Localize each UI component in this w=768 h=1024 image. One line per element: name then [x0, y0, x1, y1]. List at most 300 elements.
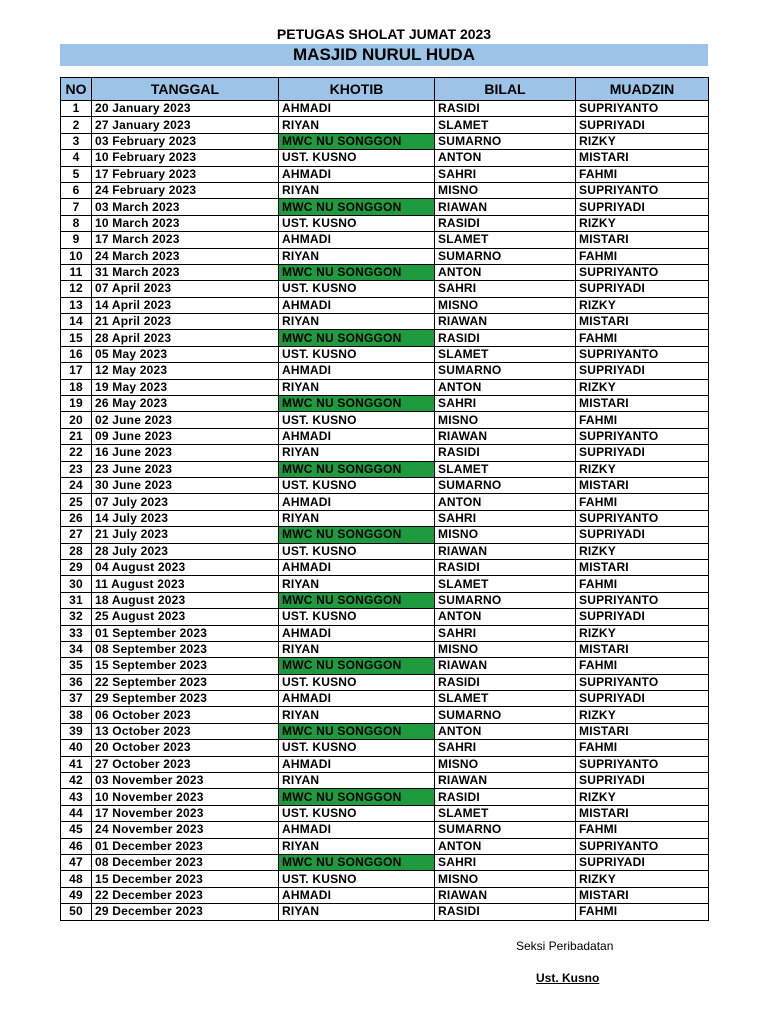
cell-bilal: ANTON [435, 264, 576, 280]
footer-department: Seksi Peribadatan [516, 939, 614, 953]
cell-muadzin: SUPRIYANTO [576, 182, 709, 198]
footer-signature: Ust. Kusno [536, 971, 600, 985]
cell-muadzin: SUPRIYANTO [576, 428, 709, 444]
cell-no: 27 [61, 527, 92, 543]
table-row [61, 887, 709, 903]
cell-muadzin: SUPRIYANTO [576, 510, 709, 526]
cell-bilal: RIAWAN [435, 773, 576, 789]
cell-khotib: UST. KUSNO [279, 215, 435, 231]
cell-tanggal: 24 February 2023 [92, 182, 279, 198]
cell-tanggal: 16 June 2023 [92, 445, 279, 461]
cell-bilal: RASIDI [435, 101, 576, 117]
cell-khotib: RIYAN [279, 117, 435, 133]
cell-no: 7 [61, 199, 92, 215]
table-row [61, 150, 709, 166]
cell-muadzin: SUPRIYADI [576, 773, 709, 789]
cell-tanggal: 01 September 2023 [92, 625, 279, 641]
table-row [61, 904, 709, 920]
cell-muadzin: FAHMI [576, 904, 709, 920]
cell-muadzin: FAHMI [576, 248, 709, 264]
table-row [61, 756, 709, 772]
cell-khotib: AHMADI [279, 887, 435, 903]
cell-bilal: ANTON [435, 150, 576, 166]
table-row [61, 330, 709, 346]
table-row [61, 822, 709, 838]
cell-khotib: RIYAN [279, 576, 435, 592]
cell-khotib: UST. KUSNO [279, 871, 435, 887]
table-row [61, 117, 709, 133]
cell-bilal: SLAMET [435, 461, 576, 477]
cell-muadzin: SUPRIYANTO [576, 346, 709, 362]
cell-bilal: SUMARNO [435, 477, 576, 493]
table-row [61, 527, 709, 543]
table-row [61, 854, 709, 870]
cell-khotib: RIYAN [279, 314, 435, 330]
cell-tanggal: 17 March 2023 [92, 232, 279, 248]
cell-bilal: RIAWAN [435, 543, 576, 559]
cell-tanggal: 11 August 2023 [92, 576, 279, 592]
cell-no: 9 [61, 232, 92, 248]
cell-tanggal: 01 December 2023 [92, 838, 279, 854]
cell-muadzin: FAHMI [576, 576, 709, 592]
cell-muadzin: SUPRIYANTO [576, 101, 709, 117]
cell-bilal: SAHRI [435, 854, 576, 870]
cell-muadzin: FAHMI [576, 412, 709, 428]
cell-khotib: RIYAN [279, 641, 435, 657]
cell-bilal: RASIDI [435, 330, 576, 346]
cell-muadzin: RIZKY [576, 133, 709, 149]
cell-khotib: AHMADI [279, 756, 435, 772]
cell-no: 22 [61, 445, 92, 461]
cell-khotib: UST. KUSNO [279, 281, 435, 297]
cell-bilal: ANTON [435, 838, 576, 854]
cell-khotib: MWC NU SONGGON [279, 854, 435, 870]
cell-khotib: RIYAN [279, 248, 435, 264]
cell-tanggal: 18 August 2023 [92, 592, 279, 608]
cell-bilal: ANTON [435, 379, 576, 395]
cell-muadzin: RIZKY [576, 461, 709, 477]
cell-khotib: RIYAN [279, 707, 435, 723]
cell-muadzin: SUPRIYADI [576, 117, 709, 133]
cell-khotib: UST. KUSNO [279, 346, 435, 362]
cell-tanggal: 22 September 2023 [92, 674, 279, 690]
cell-bilal: SAHRI [435, 625, 576, 641]
cell-no: 44 [61, 805, 92, 821]
cell-bilal: RASIDI [435, 559, 576, 575]
table-row [61, 691, 709, 707]
cell-muadzin: SUPRIYANTO [576, 592, 709, 608]
cell-bilal: ANTON [435, 723, 576, 739]
cell-tanggal: 08 September 2023 [92, 641, 279, 657]
cell-bilal: SAHRI [435, 740, 576, 756]
cell-muadzin: SUPRIYANTO [576, 838, 709, 854]
table-row [61, 346, 709, 362]
header-khotib: KHOTIB [279, 78, 435, 101]
header-no: NO [61, 78, 92, 101]
cell-khotib: RIYAN [279, 773, 435, 789]
table-row [61, 477, 709, 493]
cell-tanggal: 12 May 2023 [92, 363, 279, 379]
cell-bilal: MISNO [435, 182, 576, 198]
cell-no: 13 [61, 297, 92, 313]
cell-no: 12 [61, 281, 92, 297]
cell-tanggal: 04 August 2023 [92, 559, 279, 575]
cell-khotib: AHMADI [279, 428, 435, 444]
cell-no: 21 [61, 428, 92, 444]
cell-tanggal: 20 October 2023 [92, 740, 279, 756]
cell-tanggal: 13 October 2023 [92, 723, 279, 739]
cell-tanggal: 07 July 2023 [92, 494, 279, 510]
cell-bilal: MISNO [435, 641, 576, 657]
cell-tanggal: 24 November 2023 [92, 822, 279, 838]
cell-bilal: ANTON [435, 609, 576, 625]
cell-no: 19 [61, 396, 92, 412]
cell-muadzin: FAHMI [576, 166, 709, 182]
cell-muadzin: MISTARI [576, 559, 709, 575]
table-row [61, 445, 709, 461]
cell-no: 24 [61, 477, 92, 493]
cell-no: 10 [61, 248, 92, 264]
cell-muadzin: SUPRIYANTO [576, 264, 709, 280]
table-row [61, 658, 709, 674]
cell-no: 5 [61, 166, 92, 182]
cell-khotib: RIYAN [279, 838, 435, 854]
cell-no: 32 [61, 609, 92, 625]
cell-tanggal: 10 November 2023 [92, 789, 279, 805]
table-row [61, 576, 709, 592]
cell-bilal: MISNO [435, 412, 576, 428]
cell-no: 18 [61, 379, 92, 395]
cell-khotib: MWC NU SONGGON [279, 527, 435, 543]
cell-muadzin: SUPRIYADI [576, 363, 709, 379]
cell-bilal: RASIDI [435, 904, 576, 920]
cell-no: 45 [61, 822, 92, 838]
cell-khotib: AHMADI [279, 101, 435, 117]
cell-no: 1 [61, 101, 92, 117]
cell-bilal: SUMARNO [435, 363, 576, 379]
cell-tanggal: 03 February 2023 [92, 133, 279, 149]
cell-muadzin: SUPRIYADI [576, 609, 709, 625]
table-row [61, 314, 709, 330]
table-row [61, 133, 709, 149]
cell-no: 4 [61, 150, 92, 166]
cell-muadzin: SUPRIYANTO [576, 756, 709, 772]
cell-no: 40 [61, 740, 92, 756]
cell-tanggal: 29 September 2023 [92, 691, 279, 707]
cell-bilal: MISNO [435, 297, 576, 313]
cell-no: 28 [61, 543, 92, 559]
cell-muadzin: SUPRIYANTO [576, 674, 709, 690]
cell-bilal: RIAWAN [435, 887, 576, 903]
cell-khotib: AHMADI [279, 363, 435, 379]
table-row [61, 838, 709, 854]
cell-muadzin: RIZKY [576, 543, 709, 559]
table-row [61, 166, 709, 182]
table-row [61, 232, 709, 248]
cell-tanggal: 27 October 2023 [92, 756, 279, 772]
table-row [61, 674, 709, 690]
cell-bilal: RIAWAN [435, 428, 576, 444]
table-row [61, 543, 709, 559]
cell-tanggal: 21 July 2023 [92, 527, 279, 543]
table-row [61, 412, 709, 428]
table-row [61, 723, 709, 739]
cell-muadzin: MISTARI [576, 477, 709, 493]
cell-khotib: MWC NU SONGGON [279, 592, 435, 608]
cell-no: 15 [61, 330, 92, 346]
cell-bilal: MISNO [435, 756, 576, 772]
cell-tanggal: 03 November 2023 [92, 773, 279, 789]
cell-no: 26 [61, 510, 92, 526]
cell-bilal: SAHRI [435, 396, 576, 412]
cell-tanggal: 21 April 2023 [92, 314, 279, 330]
table-row [61, 592, 709, 608]
cell-bilal: RIAWAN [435, 314, 576, 330]
cell-no: 35 [61, 658, 92, 674]
cell-khotib: AHMADI [279, 691, 435, 707]
cell-bilal: ANTON [435, 494, 576, 510]
cell-tanggal: 29 December 2023 [92, 904, 279, 920]
cell-bilal: SLAMET [435, 117, 576, 133]
cell-khotib: UST. KUSNO [279, 674, 435, 690]
cell-bilal: SLAMET [435, 232, 576, 248]
cell-khotib: RIYAN [279, 182, 435, 198]
table-row [61, 101, 709, 117]
cell-muadzin: MISTARI [576, 150, 709, 166]
table-header [61, 78, 709, 101]
cell-bilal: SUMARNO [435, 707, 576, 723]
cell-bilal: SAHRI [435, 510, 576, 526]
cell-no: 2 [61, 117, 92, 133]
cell-bilal: SLAMET [435, 576, 576, 592]
header-bilal: BILAL [435, 78, 576, 101]
cell-khotib: MWC NU SONGGON [279, 330, 435, 346]
cell-muadzin: SUPRIYADI [576, 445, 709, 461]
cell-no: 8 [61, 215, 92, 231]
cell-khotib: RIYAN [279, 510, 435, 526]
cell-no: 20 [61, 412, 92, 428]
cell-bilal: SUMARNO [435, 592, 576, 608]
cell-bilal: RASIDI [435, 215, 576, 231]
table-row [61, 264, 709, 280]
cell-tanggal: 27 January 2023 [92, 117, 279, 133]
cell-tanggal: 14 July 2023 [92, 510, 279, 526]
table-row [61, 773, 709, 789]
cell-tanggal: 15 September 2023 [92, 658, 279, 674]
mosque-name: MASJID NURUL HUDA [60, 44, 708, 66]
cell-khotib: RIYAN [279, 379, 435, 395]
table-row [61, 461, 709, 477]
cell-khotib: UST. KUSNO [279, 412, 435, 428]
cell-khotib: UST. KUSNO [279, 150, 435, 166]
cell-khotib: AHMADI [279, 232, 435, 248]
cell-muadzin: MISTARI [576, 641, 709, 657]
cell-no: 48 [61, 871, 92, 887]
cell-muadzin: SUPRIYADI [576, 854, 709, 870]
cell-no: 31 [61, 592, 92, 608]
cell-bilal: SUMARNO [435, 248, 576, 264]
cell-no: 11 [61, 264, 92, 280]
cell-bilal: SUMARNO [435, 822, 576, 838]
cell-no: 38 [61, 707, 92, 723]
cell-muadzin: RIZKY [576, 871, 709, 887]
cell-muadzin: RIZKY [576, 215, 709, 231]
cell-tanggal: 05 May 2023 [92, 346, 279, 362]
cell-tanggal: 30 June 2023 [92, 477, 279, 493]
cell-khotib: UST. KUSNO [279, 609, 435, 625]
cell-tanggal: 02 June 2023 [92, 412, 279, 428]
cell-khotib: AHMADI [279, 166, 435, 182]
cell-muadzin: RIZKY [576, 789, 709, 805]
cell-tanggal: 03 March 2023 [92, 199, 279, 215]
table-row [61, 182, 709, 198]
table-row [61, 609, 709, 625]
table-row [61, 510, 709, 526]
table-row [61, 494, 709, 510]
cell-no: 49 [61, 887, 92, 903]
table-row [61, 428, 709, 444]
cell-bilal: SLAMET [435, 346, 576, 362]
cell-bilal: SAHRI [435, 281, 576, 297]
cell-no: 14 [61, 314, 92, 330]
cell-bilal: SLAMET [435, 691, 576, 707]
cell-tanggal: 10 February 2023 [92, 150, 279, 166]
cell-muadzin: RIZKY [576, 297, 709, 313]
cell-bilal: SAHRI [435, 166, 576, 182]
table-row [61, 789, 709, 805]
table-body [61, 101, 709, 921]
cell-no: 43 [61, 789, 92, 805]
header-muadzin: MUADZIN [576, 78, 709, 101]
header-row [61, 78, 709, 101]
cell-khotib: UST. KUSNO [279, 805, 435, 821]
cell-no: 41 [61, 756, 92, 772]
cell-muadzin: RIZKY [576, 379, 709, 395]
cell-khotib: AHMADI [279, 822, 435, 838]
cell-tanggal: 06 October 2023 [92, 707, 279, 723]
cell-bilal: RASIDI [435, 674, 576, 690]
cell-tanggal: 07 April 2023 [92, 281, 279, 297]
table-row [61, 281, 709, 297]
cell-no: 46 [61, 838, 92, 854]
table-row [61, 363, 709, 379]
cell-no: 23 [61, 461, 92, 477]
cell-khotib: MWC NU SONGGON [279, 133, 435, 149]
cell-tanggal: 28 April 2023 [92, 330, 279, 346]
cell-no: 33 [61, 625, 92, 641]
cell-no: 25 [61, 494, 92, 510]
table-row [61, 379, 709, 395]
cell-no: 30 [61, 576, 92, 592]
cell-muadzin: FAHMI [576, 658, 709, 674]
table-row [61, 559, 709, 575]
cell-no: 3 [61, 133, 92, 149]
cell-tanggal: 22 December 2023 [92, 887, 279, 903]
cell-tanggal: 08 December 2023 [92, 854, 279, 870]
table-row [61, 248, 709, 264]
cell-muadzin: MISTARI [576, 723, 709, 739]
cell-no: 16 [61, 346, 92, 362]
cell-tanggal: 10 March 2023 [92, 215, 279, 231]
cell-muadzin: RIZKY [576, 707, 709, 723]
cell-no: 39 [61, 723, 92, 739]
cell-tanggal: 20 January 2023 [92, 101, 279, 117]
table-row [61, 805, 709, 821]
cell-khotib: AHMADI [279, 559, 435, 575]
cell-khotib: MWC NU SONGGON [279, 199, 435, 215]
cell-no: 6 [61, 182, 92, 198]
cell-tanggal: 14 April 2023 [92, 297, 279, 313]
cell-bilal: RIAWAN [435, 658, 576, 674]
header-tanggal: TANGGAL [92, 78, 279, 101]
cell-muadzin: FAHMI [576, 330, 709, 346]
cell-khotib: MWC NU SONGGON [279, 789, 435, 805]
cell-bilal: MISNO [435, 871, 576, 887]
cell-tanggal: 24 March 2023 [92, 248, 279, 264]
cell-tanggal: 26 May 2023 [92, 396, 279, 412]
table-row [61, 641, 709, 657]
document-title: PETUGAS SHOLAT JUMAT 2023 [276, 26, 492, 42]
cell-no: 17 [61, 363, 92, 379]
cell-khotib: MWC NU SONGGON [279, 396, 435, 412]
cell-bilal: SLAMET [435, 805, 576, 821]
cell-muadzin: MISTARI [576, 396, 709, 412]
cell-khotib: RIYAN [279, 445, 435, 461]
cell-bilal: RIAWAN [435, 199, 576, 215]
cell-no: 42 [61, 773, 92, 789]
cell-no: 37 [61, 691, 92, 707]
cell-khotib: UST. KUSNO [279, 477, 435, 493]
cell-no: 47 [61, 854, 92, 870]
cell-no: 34 [61, 641, 92, 657]
cell-tanggal: 25 August 2023 [92, 609, 279, 625]
cell-tanggal: 23 June 2023 [92, 461, 279, 477]
cell-tanggal: 09 June 2023 [92, 428, 279, 444]
cell-muadzin: FAHMI [576, 494, 709, 510]
cell-tanggal: 31 March 2023 [92, 264, 279, 280]
cell-khotib: RIYAN [279, 904, 435, 920]
cell-muadzin: FAHMI [576, 740, 709, 756]
cell-muadzin: SUPRIYADI [576, 199, 709, 215]
cell-muadzin: RIZKY [576, 625, 709, 641]
table-row [61, 396, 709, 412]
cell-no: 29 [61, 559, 92, 575]
cell-khotib: UST. KUSNO [279, 543, 435, 559]
table-row [61, 297, 709, 313]
cell-bilal: RASIDI [435, 789, 576, 805]
cell-muadzin: FAHMI [576, 822, 709, 838]
cell-tanggal: 15 December 2023 [92, 871, 279, 887]
cell-bilal: RASIDI [435, 445, 576, 461]
cell-khotib: MWC NU SONGGON [279, 723, 435, 739]
cell-muadzin: MISTARI [576, 314, 709, 330]
cell-muadzin: MISTARI [576, 805, 709, 821]
cell-muadzin: SUPRIYADI [576, 281, 709, 297]
cell-muadzin: MISTARI [576, 232, 709, 248]
cell-muadzin: SUPRIYADI [576, 527, 709, 543]
cell-muadzin: SUPRIYADI [576, 691, 709, 707]
cell-bilal: MISNO [435, 527, 576, 543]
cell-tanggal: 28 July 2023 [92, 543, 279, 559]
table-row [61, 871, 709, 887]
cell-khotib: MWC NU SONGGON [279, 264, 435, 280]
table-row [61, 740, 709, 756]
cell-no: 50 [61, 904, 92, 920]
cell-khotib: AHMADI [279, 297, 435, 313]
cell-khotib: UST. KUSNO [279, 740, 435, 756]
table-row [61, 199, 709, 215]
cell-khotib: MWC NU SONGGON [279, 461, 435, 477]
